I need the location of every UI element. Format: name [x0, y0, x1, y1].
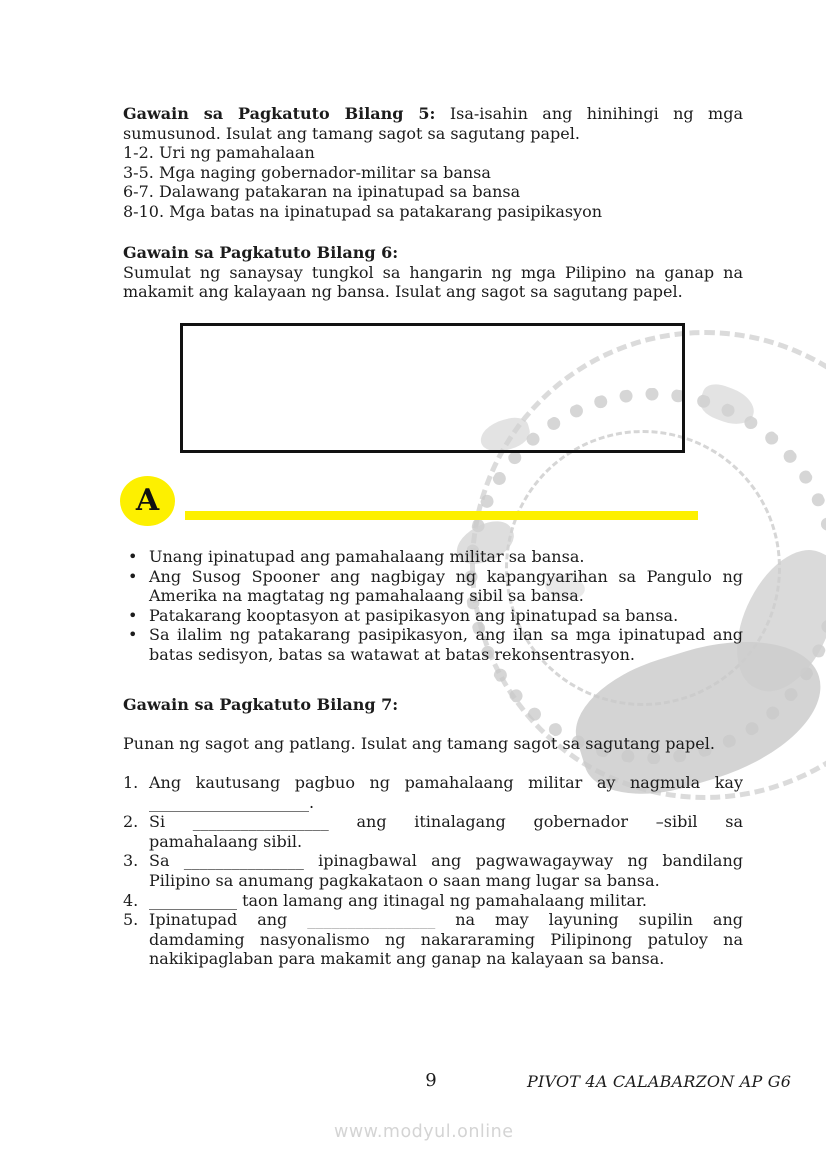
blank-line: ________________ [307, 910, 436, 930]
g6-heading: Gawain sa Pagkatuto Bilang 6: [123, 243, 399, 262]
numbered-item-continuation: pamahalaang sibil. [149, 831, 303, 851]
bullet-item [123, 567, 743, 587]
g5-intro-text: Isa-isahin ang hinihingi ng mga [449, 104, 743, 123]
g7-intro: Punan ng sagot ang patlang. Isulat ang tamang sagot sa sagutang papel. [123, 734, 715, 753]
g5-list-item: 3-5. Mga naging gobernador-militar sa bansa [123, 162, 491, 182]
summary-bullet-list [123, 547, 743, 665]
g5-list-item: 6-7. Dalawang patakaran na ipinatupad sa bansa [123, 182, 521, 202]
g5-intro-line-2: sumusunod. Isulat ang tamang sagot sa sagutang papel. [123, 123, 580, 143]
bullet-icon: • [128, 547, 138, 566]
g5-heading: Gawain sa Pagkatuto Bilang 5: [123, 104, 436, 123]
item-text: Sa _______________ ipinagbawal ang pagwawagayway ng bandilang [149, 851, 743, 871]
section-gawain-6 [123, 243, 743, 302]
fill-in-the-blank-list [123, 773, 743, 969]
bullet-text: Sa ilalim ng patakarang pasipikasyon, ang ilan sa mga ipinatupad ang [149, 625, 743, 645]
g5-list-item: 1-2. Uri ng pamahalaan [123, 143, 315, 163]
site-watermark: www.modyul.online [334, 1122, 514, 1142]
g5-list-item: 8-10. Mga batas na ipinatupad sa patakarang pasipikasyon [123, 201, 603, 221]
g5-intro-line-1 [123, 104, 743, 124]
g7-heading: Gawain sa Pagkatuto Bilang 7: [123, 695, 399, 714]
item-text: Si _________________ ang itinalagang gobernador –sibil sa [149, 812, 743, 832]
numbered-item [123, 910, 743, 930]
item-text: Ipinatupad ang [149, 910, 288, 930]
item-number: 4. [123, 890, 139, 910]
section-a-letter: A [135, 483, 160, 518]
numbered-item [123, 812, 743, 832]
item-number: 2. [123, 812, 139, 832]
item-text: na may layuning supilin ang [455, 910, 743, 930]
numbered-item-continuation: Pilipino sa anumang pagkakataon o saan mang lugar sa bansa. [149, 870, 660, 890]
numbered-item [123, 851, 743, 871]
numbered-item-continuation: damdaming nasyonalismo ng nakararaming Pilipinong patuloy na [149, 929, 743, 949]
bullet-item [123, 606, 743, 626]
numbered-item-continuation: ____________________. [149, 792, 315, 812]
bullet-text: Ang Susog Spooner ang nagbigay ng kapangyarihan sa Pangulo ng [149, 566, 743, 586]
numbered-item [123, 891, 743, 911]
page-number: 9 [425, 1070, 437, 1091]
numbered-item [123, 773, 743, 793]
item-number: 5. [123, 910, 139, 930]
item-text: Ang kautusang pagbuo ng pamahalaang militar ay nagmula kay [149, 773, 743, 792]
bullet-item [123, 625, 743, 645]
section-gawain-5 [123, 104, 743, 222]
section-a-badge [120, 476, 175, 526]
g6-line-1: Sumulat ng sanaysay tungkol sa hangarin ng mga Pilipino na ganap na [123, 262, 743, 282]
bullet-item-continuation: batas sedisyon, batas sa watawat at batas rekonsentrasyon. [149, 644, 636, 664]
bullet-text: Unang ipinatupad ang pamahalaang militar sa bansa. [149, 547, 585, 566]
g6-line-2: makamit ang kalayaan ng bansa. Isulat ang sagot sa sagutang papel. [123, 282, 683, 302]
bullet-icon: • [128, 605, 138, 625]
bullet-item [123, 547, 743, 567]
bullet-icon: • [128, 566, 138, 586]
item-number: 1. [123, 773, 139, 792]
bullet-text: Patakarang kooptasyon at pasipikasyon ang ipinatupad sa bansa. [149, 605, 679, 625]
bullet-icon: • [128, 625, 138, 645]
module-footer-label: PIVOT 4A CALABARZON AP G6 [527, 1072, 792, 1091]
numbered-item-continuation: nakikipaglaban para makamit ang ganap na kalayaan sa bansa. [149, 949, 665, 969]
bullet-item-continuation: Amerika na magtatag ng pamahalaang sibil sa bansa. [149, 586, 584, 606]
item-number: 3. [123, 851, 139, 871]
essay-answer-box [180, 323, 685, 453]
yellow-rule [185, 511, 698, 520]
item-text: ___________ taon lamang ang itinagal ng pamahalaang militar. [149, 890, 648, 910]
